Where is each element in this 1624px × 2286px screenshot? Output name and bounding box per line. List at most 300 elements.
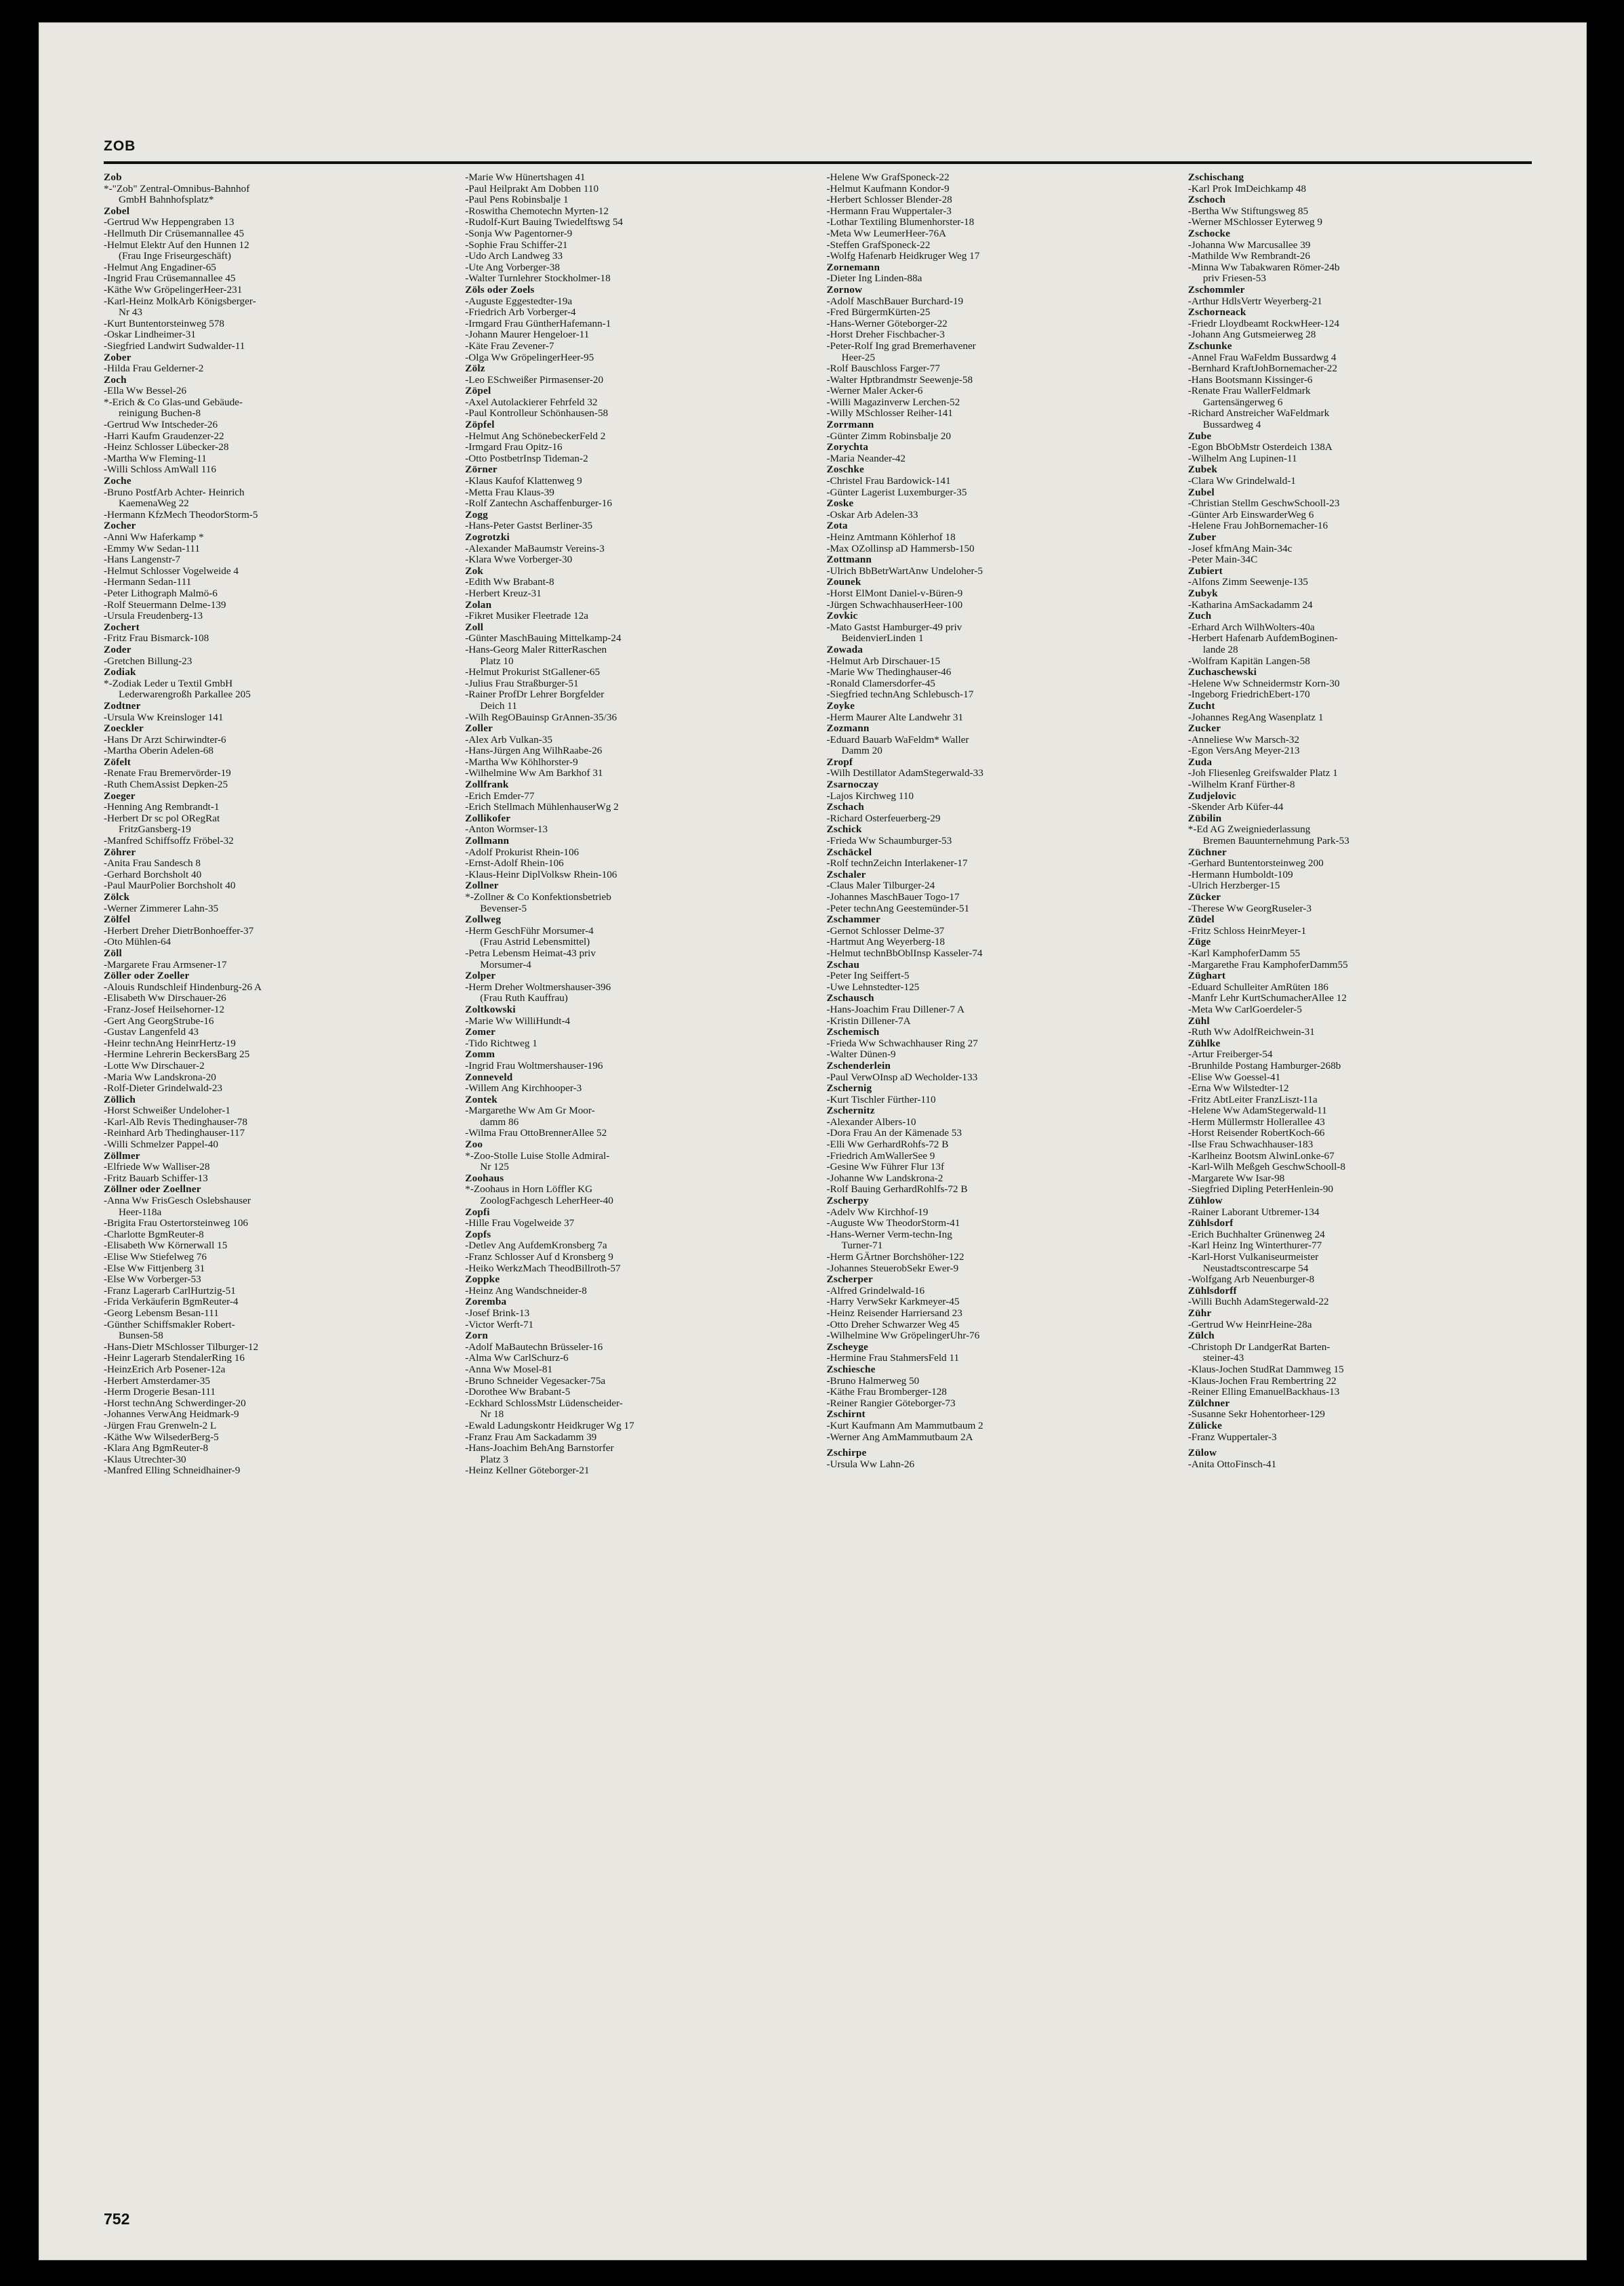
entry-line: -Bernhard KraftJohBornemacher-22 bbox=[1187, 363, 1337, 375]
entry-line: -Ernst-Adolf Rhein-106 bbox=[465, 857, 564, 870]
entry-line: -Leo ESchweißer Pirmasenser-20 bbox=[465, 373, 604, 386]
surname-heading: Züge bbox=[1187, 936, 1211, 948]
surname-heading: Zschernig bbox=[826, 1082, 872, 1095]
entry-line: -Elisabeth Ww Körnerwall 15 bbox=[104, 1240, 228, 1252]
entry-line: -Anna Ww FrisGesch Oslebshauser bbox=[104, 1195, 251, 1207]
entry-line: -Erhard Arch WilhWolters-40a bbox=[1187, 621, 1315, 633]
entry-line: -Skender Arb Küfer-44 bbox=[1187, 801, 1284, 813]
entry-line: -Gert Ang GeorgStrube-16 bbox=[104, 1015, 214, 1027]
surname-heading: Zoltkowski bbox=[465, 1003, 516, 1015]
surname-heading: Zorn bbox=[465, 1330, 488, 1342]
running-head: ZOB bbox=[104, 138, 136, 154]
entry-line: -Paul VerwOInsp aD Wecholder-133 bbox=[826, 1071, 978, 1083]
entry-line: -Adolf Prokurist Rhein-106 bbox=[465, 846, 580, 858]
entry-line: -Käthe Frau Bromberger-128 bbox=[826, 1386, 947, 1398]
surname-heading: Zschemisch bbox=[826, 1026, 880, 1038]
entry-line: -Erich Stellmach MühlenhauserWg 2 bbox=[465, 801, 619, 813]
entry-line: -Franz Frau Am Sackadamm 39 bbox=[465, 1431, 597, 1443]
entry-line: -Alma Ww CarlSchurz-6 bbox=[465, 1352, 569, 1364]
entry-line: -Else Ww Vorberger-53 bbox=[104, 1273, 201, 1286]
entry-line: -Oto Mühlen-64 bbox=[104, 936, 171, 948]
surname-heading: Zöller oder Zoeller bbox=[104, 970, 190, 982]
surname-heading: Zöls oder Zoels bbox=[465, 283, 535, 295]
entry-continuation: reinigung Buchen-8 bbox=[119, 407, 201, 420]
entry-line: -Herm Müllermstr Hollerallee 43 bbox=[1187, 1116, 1325, 1128]
surname-heading: Zodtner bbox=[104, 699, 141, 712]
entry-line: -Victor Werft-71 bbox=[465, 1318, 534, 1330]
entry-line: -Eduard Schulleiter AmRüten 186 bbox=[1187, 981, 1328, 993]
entry-line: -Käthe Ww WilsederBerg-5 bbox=[104, 1431, 219, 1443]
entry-line: -Maria Neander-42 bbox=[826, 452, 906, 464]
entry-line: -Günter Arb EinswarderWeg 6 bbox=[1187, 508, 1314, 521]
surname-heading: Zubyk bbox=[1187, 587, 1218, 599]
entry-line: -Gerhard Buntentorsteinweg 200 bbox=[1187, 857, 1324, 870]
entry-line: -Herm Drogerie Besan-111 bbox=[104, 1386, 216, 1398]
surname-heading: Zolan bbox=[465, 598, 492, 611]
entry-line: -Helene Frau JohBornemacher-16 bbox=[1187, 520, 1328, 532]
entry-line: -Marie Ww WilliHundt-4 bbox=[465, 1015, 571, 1027]
directory-columns bbox=[104, 172, 1532, 2192]
entry-line: -Willy MSchlosser Reiher-141 bbox=[826, 407, 953, 420]
surname-heading: Zsarnoczay bbox=[826, 779, 879, 791]
surname-heading: Zounek bbox=[826, 576, 861, 588]
entry-line: -Horst Schweißer Undeloher-1 bbox=[104, 1105, 230, 1117]
entry-line: -Marie Ww Hünertshagen 41 bbox=[465, 171, 586, 183]
surname-heading: Zolper bbox=[465, 970, 496, 982]
entry-continuation: Bremen Bauunternehmung Park-53 bbox=[1202, 835, 1349, 847]
entry-line: -Ingrid Frau Woltmershauser-196 bbox=[465, 1059, 603, 1071]
entry-line: -Horst Dreher Fischbacher-3 bbox=[826, 329, 945, 341]
surname-heading: Zota bbox=[826, 520, 848, 532]
surname-heading: Zschach bbox=[826, 801, 864, 813]
surname-heading: Zoch bbox=[104, 373, 127, 386]
entry-line: -Margarethe Frau KamphoferDamm55 bbox=[1187, 958, 1348, 971]
entry-line: -Hermine Lehrerin BeckersBarg 25 bbox=[104, 1048, 250, 1061]
surname-heading: Zok bbox=[465, 565, 484, 577]
entry-line: -Helene Ww GrafSponeck-22 bbox=[826, 171, 950, 183]
entry-line: -Heiko WerkzMach TheodBillroth-57 bbox=[465, 1262, 621, 1274]
entry-line: -Ute Ang Vorberger-38 bbox=[465, 261, 560, 273]
surname-heading: Zöpel bbox=[465, 385, 491, 397]
entry-line: -Martha Oberin Adelen-68 bbox=[104, 745, 214, 757]
entry-line: -Bruno Schneider Vegesacker-75a bbox=[465, 1374, 606, 1387]
entry-line: -Willi Schmelzer Pappel-40 bbox=[104, 1139, 218, 1151]
entry-line: -Jürgen Frau Grenweln-2 L bbox=[104, 1419, 217, 1431]
surname-heading: Zuber bbox=[1187, 531, 1217, 543]
entry-continuation: GmbH Bahnhofsplatz* bbox=[119, 194, 214, 206]
entry-line: -Steffen GrafSponeck-22 bbox=[826, 239, 931, 251]
entry-line: -Petra Lebensm Heimat-43 priv bbox=[465, 947, 596, 959]
entry-line: -Josef kfmAng Main-34c bbox=[1187, 542, 1293, 554]
entry-line: -Günter Zimm Robinsbalje 20 bbox=[826, 430, 951, 442]
entry-line: -Wilh Destillator AdamStegerwald-33 bbox=[826, 767, 983, 779]
surname-heading: Zropf bbox=[826, 756, 853, 768]
surname-heading: Zölz bbox=[465, 363, 485, 375]
entry-line: -Jürgen SchwachhauserHeer-100 bbox=[826, 598, 963, 611]
entry-line: -Hans-Joachim BehAng Barnstorfer bbox=[465, 1442, 614, 1454]
entry-line: -Paul MaurPolier Borchsholt 40 bbox=[104, 880, 236, 892]
entry-line: -Klaus-Jochen Frau Rembertring 22 bbox=[1187, 1374, 1337, 1387]
surname-heading: Zochert bbox=[104, 621, 140, 633]
surname-heading: Zollfrank bbox=[465, 779, 509, 791]
entry-line: -Karl-Heinz MolkArb Königsberger- bbox=[104, 295, 256, 307]
entry-line: -Wilhelmine Ww Am Barkhof 31 bbox=[465, 767, 603, 779]
entry-line: -Auguste Ww TheodorStorm-41 bbox=[826, 1217, 960, 1229]
surname-heading: Zoo bbox=[465, 1139, 483, 1151]
entry-continuation: Neustadtscontrescarpe 54 bbox=[1202, 1262, 1309, 1274]
entry-continuation: lande 28 bbox=[1202, 643, 1238, 655]
entry-line: -Adolf MaBautechn Brüsseler-16 bbox=[465, 1341, 603, 1353]
entry-line: -Ruth Ww AdolfReichwein-31 bbox=[1187, 1026, 1315, 1038]
entry-line: -Horst technAng Schwerdinger-20 bbox=[104, 1397, 246, 1409]
entry-line: -Kristin Dillener-7A bbox=[826, 1015, 911, 1027]
entry-line: -Helene Ww Schneidermstr Korn-30 bbox=[1187, 677, 1340, 689]
surname-heading: Zscherpy bbox=[826, 1195, 869, 1207]
entry-line: -Hellmuth Dir Crüsemannallee 45 bbox=[104, 227, 245, 239]
entry-line: -Fritz Schloss HeinrMeyer-1 bbox=[1187, 924, 1307, 937]
surname-heading: Zuch bbox=[1187, 610, 1212, 622]
entry-line: -Werner Zimmerer Lahn-35 bbox=[104, 902, 219, 914]
entry-line: -Helmut technBbOblInsp Kasseler-74 bbox=[826, 947, 983, 959]
entry-line: -Peter technAng Geestemünder-51 bbox=[826, 902, 970, 914]
surname-heading: Zomm bbox=[465, 1048, 495, 1061]
entry-line: -Eduard Bauarb WaFeldm* Waller bbox=[826, 733, 969, 746]
entry-line: -Clara Ww Grindelwald-1 bbox=[1187, 475, 1296, 487]
entry-line: -Klaus-Heinr DiplVolksw Rhein-106 bbox=[465, 868, 617, 880]
entry-line: -Fritz Bauarb Schiffer-13 bbox=[104, 1172, 208, 1184]
entry-line: -Ewald Ladungskontr Heidkruger Wg 17 bbox=[465, 1419, 634, 1431]
entry-line: -Helmut Ang Engadiner-65 bbox=[104, 261, 216, 273]
surname-heading: Zöpfel bbox=[465, 419, 495, 431]
entry-line: -Walter Dünen-9 bbox=[826, 1048, 896, 1061]
entry-line: -Frieda Ww Schwachhauser Ring 27 bbox=[826, 1037, 978, 1049]
surname-heading: Zorrmann bbox=[826, 419, 874, 431]
entry-line: -Hermann KfzMech TheodorStorm-5 bbox=[104, 508, 258, 521]
entry-line: -Renate Frau WallerFeldmark bbox=[1187, 385, 1311, 397]
entry-line: -Werner Maler Acker-6 bbox=[826, 385, 923, 397]
entry-line: -Reiner Elling EmanuelBackhaus-13 bbox=[1187, 1386, 1340, 1398]
entry-line: -Herbert Schlosser Blender-28 bbox=[826, 194, 952, 206]
entry-line: -Bertha Ww Stiftungsweg 85 bbox=[1187, 205, 1309, 217]
entry-line: -Fritz Frau Bismarck-108 bbox=[104, 632, 209, 645]
entry-line: -Metta Frau Klaus-39 bbox=[465, 486, 554, 498]
surname-heading: Zöll bbox=[104, 947, 122, 959]
surname-heading: Zühl bbox=[1187, 1015, 1210, 1027]
entry-continuation: Turner-71 bbox=[841, 1240, 883, 1252]
entry-line: -Herm Dreher Woltmershauser-396 bbox=[465, 981, 611, 993]
entry-continuation: steiner-43 bbox=[1202, 1352, 1244, 1364]
entry-line: -Ursula Freudenberg-13 bbox=[104, 610, 203, 622]
surname-heading: Zubel bbox=[1187, 486, 1215, 498]
entry-line: -Richard Osterfeuerberg-29 bbox=[826, 812, 941, 824]
entry-line: -Fritz AbtLeiter FranzLiszt-11a bbox=[1187, 1093, 1318, 1105]
entry-line: -Dora Frau An der Kämenade 53 bbox=[826, 1127, 962, 1139]
surname-heading: Zschunke bbox=[1187, 340, 1232, 352]
entry-line: -Herm GÄrtner Borchshöher-122 bbox=[826, 1251, 965, 1263]
entry-line: -Gertrud Ww Intscheder-26 bbox=[104, 419, 218, 431]
surname-heading: Zülch bbox=[1187, 1330, 1215, 1342]
entry-line: -Brigita Frau Ostertorsteinweg 106 bbox=[104, 1217, 249, 1229]
column-2 bbox=[465, 172, 809, 2192]
entry-line: -Rolf Bauing GerhardRohlfs-72 B bbox=[826, 1183, 968, 1196]
surname-heading: Zöhrer bbox=[104, 846, 136, 858]
entry-line: -Frida Verkäuferin BgmReuter-4 bbox=[104, 1296, 239, 1308]
entry-line: -Katharina AmSackadamm 24 bbox=[1187, 598, 1313, 611]
entry-line: -Josef Brink-13 bbox=[465, 1307, 530, 1319]
surname-heading: Zühlsdorff bbox=[1187, 1284, 1237, 1297]
surname-heading: Zoohaus bbox=[465, 1172, 504, 1184]
entry-continuation: Nr 43 bbox=[119, 306, 143, 319]
surname-heading: Zühr bbox=[1187, 1307, 1212, 1319]
entry-line: -Heinz Ang Wandschneider-8 bbox=[465, 1284, 587, 1297]
entry-line: -Hermann Humboldt-109 bbox=[1187, 868, 1293, 880]
entry-line: -Minna Ww Tabakwaren Römer-24b bbox=[1187, 261, 1340, 273]
entry-line: -Helmut Schlosser Vogelweide 4 bbox=[104, 565, 239, 577]
entry-line: -Franz-Josef Heilsehorner-12 bbox=[104, 1003, 225, 1015]
entry-line: -Wilh RegOBauinsp GrAnnen-35/36 bbox=[465, 711, 617, 723]
entry-line: -Friedr Lloydbeamt RockwHeer-124 bbox=[1187, 317, 1339, 329]
entry-line: -Tido Richtweg 1 bbox=[465, 1037, 537, 1049]
entry-line: -Kurt Tischler Fürther-110 bbox=[826, 1093, 936, 1105]
surname-heading: Zoske bbox=[826, 497, 854, 510]
entry-line: -Mato Gastst Hamburger-49 priv bbox=[826, 621, 962, 633]
entry-line: -Karl Prok ImDeichkamp 48 bbox=[1187, 182, 1306, 195]
entry-line: -Helmut Elektr Auf den Hunnen 12 bbox=[104, 239, 249, 251]
entry-line: -Christel Frau Bardowick-141 bbox=[826, 475, 951, 487]
surname-heading: Zocher bbox=[104, 520, 136, 532]
entry-line: *-Zodiak Leder u Textil GmbH bbox=[104, 677, 233, 689]
entry-line: -Johann Ang Gutsmeierweg 28 bbox=[1187, 329, 1316, 341]
entry-line: -Charlotte BgmReuter-8 bbox=[104, 1228, 204, 1240]
surname-heading: Zschausch bbox=[826, 992, 874, 1004]
column-1 bbox=[104, 172, 447, 2192]
entry-line: -Anni Ww Haferkamp * bbox=[104, 531, 204, 543]
entry-line: -Fikret Musiker Fleetrade 12a bbox=[465, 610, 589, 622]
surname-heading: Zube bbox=[1187, 430, 1212, 442]
entry-line: -Helmut Prokurist StGallener-65 bbox=[465, 666, 601, 678]
entry-line: -Erich Emder-77 bbox=[465, 790, 535, 802]
entry-line: -Willi Magazinverw Lerchen-52 bbox=[826, 396, 960, 408]
entry-continuation: (Frau Ruth Kauffrau) bbox=[480, 992, 568, 1004]
entry-continuation: Deich 11 bbox=[480, 699, 517, 712]
entry-line: -Karl KamphoferDamm 55 bbox=[1187, 947, 1301, 959]
entry-line: -Mathilde Ww Rembrandt-26 bbox=[1187, 250, 1310, 262]
entry-line: -Rudolf-Kurt Bauing Twiedelftswg 54 bbox=[465, 216, 624, 228]
surname-heading: Zühlsdorf bbox=[1187, 1217, 1234, 1229]
entry-line: -Horst ElMont Daniel-v-Büren-9 bbox=[826, 587, 963, 599]
entry-line: -Ursula Ww Kreinsloger 141 bbox=[104, 711, 224, 723]
entry-line: -Elise Ww Goessel-41 bbox=[1187, 1071, 1281, 1083]
entry-line: -Oskar Lindheimer-31 bbox=[104, 329, 196, 341]
entry-continuation: Platz 3 bbox=[480, 1453, 509, 1465]
entry-line: -Hilda Frau Gelderner-2 bbox=[104, 363, 204, 375]
entry-line: -Margarete Ww Isar-98 bbox=[1187, 1172, 1285, 1184]
surname-heading: Zscheyge bbox=[826, 1341, 868, 1353]
entry-line: *-Zoo-Stolle Luise Stolle Admiral- bbox=[465, 1149, 610, 1162]
entry-continuation: Platz 10 bbox=[480, 655, 514, 667]
entry-line: -Kurt Kaufmann Am Mammutbaum 2 bbox=[826, 1419, 983, 1431]
surname-heading: Zornemann bbox=[826, 261, 880, 273]
entry-line: -Adelv Ww Kirchhof-19 bbox=[826, 1206, 929, 1218]
entry-line: -Irmgard Frau GüntherHafemann-1 bbox=[465, 317, 611, 329]
entry-line: -Paul Pens Robinsbalje 1 bbox=[465, 194, 569, 206]
entry-line: -Willem Ang Kirchhooper-3 bbox=[465, 1082, 582, 1095]
entry-line: -Wilhelm Kranf Fürther-8 bbox=[1187, 779, 1295, 791]
entry-line: -Christoph Dr LandgerRat Barten- bbox=[1187, 1341, 1331, 1353]
entry-line: -Rainer Laborant Utbremer-134 bbox=[1187, 1206, 1320, 1218]
entry-line: -Wolfgang Arb Neuenburger-8 bbox=[1187, 1273, 1315, 1286]
surname-heading: Zschäckel bbox=[826, 846, 872, 858]
entry-line: -Wolfram Kapitän Langen-58 bbox=[1187, 655, 1310, 667]
surname-heading: Zölfel bbox=[104, 914, 131, 926]
entry-line: -Werner MSchlosser Eyterweg 9 bbox=[1187, 216, 1323, 228]
entry-line: *-Ed AG Zweigniederlassung bbox=[1187, 823, 1311, 836]
surname-heading: Zscherper bbox=[826, 1273, 873, 1286]
entry-line: -Gustav Langenfeld 43 bbox=[104, 1026, 199, 1038]
entry-line: -Detlev Ang AufdemKronsberg 7a bbox=[465, 1240, 607, 1252]
entry-line: -Sonja Ww Pagentorner-9 bbox=[465, 227, 573, 239]
surname-heading: Zühlke bbox=[1187, 1037, 1221, 1049]
entry-line: -Egon VersAng Meyer-213 bbox=[1187, 745, 1300, 757]
entry-line: -Elli Ww GerhardRohfs-72 B bbox=[826, 1139, 949, 1151]
entry-line: -Karl-Horst Vulkaniseurmeister bbox=[1187, 1251, 1319, 1263]
entry-continuation: Bussardweg 4 bbox=[1202, 419, 1261, 431]
surname-heading: Zudjelovic bbox=[1187, 790, 1236, 802]
entry-line: -Heinr Lagerarb StendalerRing 16 bbox=[104, 1352, 245, 1364]
entry-line: -Renate Frau Bremervörder-19 bbox=[104, 767, 231, 779]
entry-line: -Elisabeth Ww Dirschauer-26 bbox=[104, 992, 226, 1004]
entry-line: -Henning Ang Rembrandt-1 bbox=[104, 801, 220, 813]
entry-line: -Johannes VerwAng Heidmark-9 bbox=[104, 1408, 239, 1421]
surname-heading: Zschick bbox=[826, 823, 862, 836]
entry-line: -Paul Kontrolleur Schönhausen-58 bbox=[465, 407, 609, 420]
entry-line: -Johann Maurer Hengeloer-11 bbox=[465, 329, 590, 341]
surname-heading: Zodiak bbox=[104, 666, 136, 678]
surname-heading: Zob bbox=[104, 171, 122, 183]
entry-line: -Eckhard SchlossMstr Lüdenscheider- bbox=[465, 1397, 623, 1409]
entry-line: -Otto Dreher Schwarzer Weg 45 bbox=[826, 1318, 960, 1330]
entry-line: -Rainer ProfDr Lehrer Borgfelder bbox=[465, 689, 605, 701]
entry-line: -Karl-Wilh Meßgeh GeschwSchooll-8 bbox=[1187, 1161, 1345, 1173]
surname-heading: Zschirpe bbox=[826, 1447, 867, 1459]
entry-line: -Oskar Arb Adelen-33 bbox=[826, 508, 918, 521]
surname-heading: Zschenderlein bbox=[826, 1059, 891, 1071]
entry-line: -Helmut Ang SchönebeckerFeld 2 bbox=[465, 430, 606, 442]
entry-line: -Lajos Kirchweg 110 bbox=[826, 790, 914, 802]
surname-heading: Zorychta bbox=[826, 441, 868, 453]
surname-heading: Zschischang bbox=[1187, 171, 1244, 183]
entry-line: -Else Ww Fittjenberg 31 bbox=[104, 1262, 205, 1274]
entry-line: -Rolf Bauschloss Farger-77 bbox=[826, 363, 940, 375]
entry-line: -Ursula Ww Lahn-26 bbox=[826, 1458, 915, 1470]
entry-line: -Anita OttoFinsch-41 bbox=[1187, 1458, 1277, 1470]
entry-line: -Meta Ww LeumerHeer-76A bbox=[826, 227, 947, 239]
surname-heading: Zöfelt bbox=[104, 756, 131, 768]
entry-line: -Gertrud Ww Heppengraben 13 bbox=[104, 216, 235, 228]
entry-line: -Siegfried Dipling PeterHenlein-90 bbox=[1187, 1183, 1334, 1196]
entry-line: -Hans Langenstr-7 bbox=[104, 554, 181, 566]
surname-heading: Zollweg bbox=[465, 914, 502, 926]
entry-line: -Martha Ww Köhlhorster-9 bbox=[465, 756, 578, 768]
entry-line: -Günter Lagerist Luxemburger-35 bbox=[826, 486, 967, 498]
entry-line: -Alfons Zimm Seewenje-135 bbox=[1187, 576, 1308, 588]
surname-heading: Zowada bbox=[826, 643, 864, 655]
surname-heading: Zubek bbox=[1187, 464, 1217, 476]
entry-line: -Klaus-Jochen StudRat Dammweg 15 bbox=[1187, 1363, 1344, 1375]
surname-heading: Zschirnt bbox=[826, 1408, 866, 1421]
entry-line: -Walter Hptbrandmstr Seewenje-58 bbox=[826, 373, 973, 386]
surname-heading: Zoschke bbox=[826, 464, 864, 476]
entry-line: -Ronald Clamersdorfer-45 bbox=[826, 677, 935, 689]
surname-heading: Zoeckler bbox=[104, 722, 144, 735]
entry-line: -Lothar Textiling Blumenhorster-18 bbox=[826, 216, 975, 228]
entry-line: -Alfred Grindelwald-16 bbox=[826, 1284, 925, 1297]
entry-line: -Auguste Eggestedter-19a bbox=[465, 295, 573, 307]
surname-heading: Zogrotzki bbox=[465, 531, 510, 543]
entry-line: -Maria Ww Landskrona-20 bbox=[104, 1071, 216, 1083]
surname-heading: Zuchaschewski bbox=[1187, 666, 1257, 678]
entry-continuation: KaemenaWeg 22 bbox=[119, 497, 189, 510]
entry-line: -Heinz Kellner Göteborger-21 bbox=[465, 1465, 590, 1477]
page-body bbox=[104, 104, 1532, 2228]
entry-line: -Dieter Ing Linden-88a bbox=[826, 272, 922, 285]
entry-line: -Dorothee Ww Brabant-5 bbox=[465, 1386, 571, 1398]
entry-line: -Margarethe Ww Am Gr Moor- bbox=[465, 1105, 595, 1117]
entry-line: -Günther Schiffsmakler Robert- bbox=[104, 1318, 235, 1330]
entry-line: -Ella Ww Bessel-26 bbox=[104, 385, 187, 397]
entry-line: -Herbert Kreuz-31 bbox=[465, 587, 542, 599]
entry-line: -Harri Kaufm Graudenzer-22 bbox=[104, 430, 224, 442]
entry-line: -Paul Heilprakt Am Dobben 110 bbox=[465, 182, 599, 195]
entry-line: -Hans-Georg Maler RitterRaschen bbox=[465, 643, 607, 655]
surname-heading: Zoeger bbox=[104, 790, 136, 802]
entry-line: -Ulrich Herzberger-15 bbox=[1187, 880, 1280, 892]
entry-line: -Gertrud Ww HeinrHeine-28a bbox=[1187, 1318, 1312, 1330]
entry-line: -Klaus Kaufof Klattenweg 9 bbox=[465, 475, 582, 487]
surname-heading: Zollner bbox=[465, 880, 499, 892]
entry-line: -Claus Maler Tilburger-24 bbox=[826, 880, 935, 892]
surname-heading: Zuda bbox=[1187, 756, 1213, 768]
entry-line: -Wolfg Hafenarb Heidkruger Weg 17 bbox=[826, 250, 980, 262]
entry-line: -Uwe Lehnstedter-125 bbox=[826, 981, 920, 993]
entry-continuation: Bunsen-58 bbox=[119, 1330, 163, 1342]
entry-line: -Christian Stellm GeschwSchooll-23 bbox=[1187, 497, 1340, 510]
surname-heading: Zottmann bbox=[826, 554, 872, 566]
surname-heading: Zucker bbox=[1187, 722, 1221, 735]
entry-line: -Brunhilde Postang Hamburger-268b bbox=[1187, 1059, 1341, 1071]
surname-heading: Zober bbox=[104, 351, 131, 363]
surname-heading: Zübilin bbox=[1187, 812, 1222, 824]
surname-heading: Züghart bbox=[1187, 970, 1226, 982]
document-page bbox=[39, 23, 1586, 2260]
surname-heading: Zozmann bbox=[826, 722, 870, 735]
entry-line: -Peter Ing Seiffert-5 bbox=[826, 970, 910, 982]
entry-line: -Richard Anstreicher WaFeldmark bbox=[1187, 407, 1330, 420]
entry-continuation: Nr 125 bbox=[480, 1161, 509, 1173]
surname-heading: Zoyke bbox=[826, 699, 855, 712]
entry-line: -Adolf MaschBauer Burchard-19 bbox=[826, 295, 964, 307]
entry-line: -Franz Schlosser Auf d Kronsberg 9 bbox=[465, 1251, 613, 1263]
entry-line: -Peter Main-34C bbox=[1187, 554, 1258, 566]
entry-line: -Hartmut Ang Weyerberg-18 bbox=[826, 936, 946, 948]
surname-heading: Zschernitz bbox=[826, 1105, 875, 1117]
entry-line: -Hans-Werner Göteborger-22 bbox=[826, 317, 948, 329]
entry-line: -Artur Freiberger-54 bbox=[1187, 1048, 1273, 1061]
entry-line: -Reinhard Arb Thedinghauser-117 bbox=[104, 1127, 245, 1139]
entry-line: -Manfred Schiffsoffz Fröbel-32 bbox=[104, 835, 234, 847]
entry-line: -Manfred Elling Schneidhainer-9 bbox=[104, 1465, 241, 1477]
entry-line: -Helmut Arb Dirschauer-15 bbox=[826, 655, 941, 667]
